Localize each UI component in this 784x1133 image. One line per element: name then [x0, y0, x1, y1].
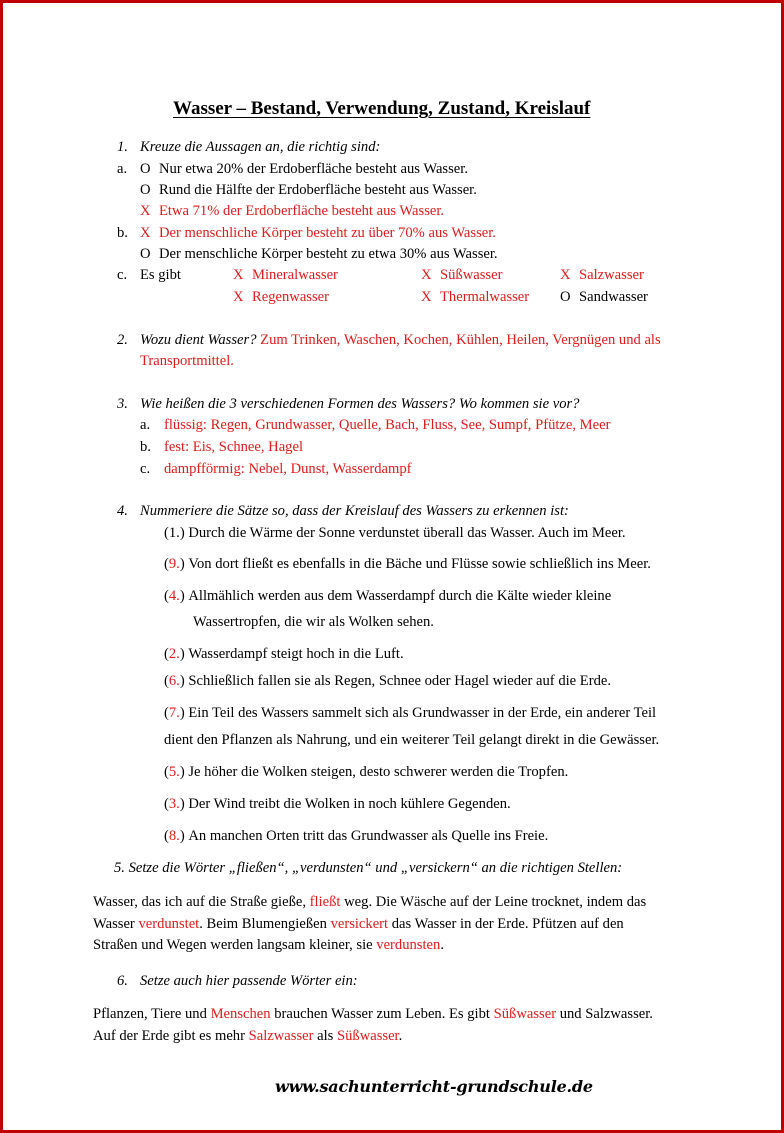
- q4-step-1-text: Durch die Wärme der Sonne verdunstet überall das Wasser. Auch im Meer.: [188, 525, 626, 541]
- q1c-item-2: Süßwasser: [440, 267, 503, 283]
- q4-step-3-text: Allmählich werden aus dem Wasserdampf durch die Kälte wieder kleine: [188, 588, 612, 604]
- q5-answer-fliesst: fließt: [309, 894, 341, 910]
- q1c-letter: c.: [117, 267, 128, 283]
- q1b-mark-2: O: [140, 246, 151, 262]
- q2-answer-1: Zum Trinken, Waschen, Kochen, Kühlen, Heilen, Vergnügen und als: [260, 332, 661, 348]
- q4-step-8: (3.) Der Wind treibt die Wolken in noch kühlere Gegenden.: [164, 796, 511, 812]
- q1c-mark-1: X: [233, 267, 244, 283]
- q4-step-5-text: Schließlich fallen sie als Regen, Schnee oder Hagel wieder auf die Erde.: [188, 673, 611, 689]
- q6-l1-text-c: und Salzwasser.: [556, 1006, 653, 1022]
- q1c-lead: Es gibt: [140, 267, 181, 283]
- q6-answer-menschen: Menschen: [210, 1006, 271, 1022]
- q1c-mark-2: X: [421, 267, 432, 283]
- q6-answer-salzwasser: Salzwasser: [248, 1028, 314, 1044]
- q6-answer-suesswasser-2: Süßwasser: [336, 1028, 399, 1044]
- q4-step-8-number: 3.: [168, 796, 180, 812]
- q4-step-9-text: An manchen Orten tritt das Grundwasser als Quelle ins Freie.: [188, 828, 549, 844]
- q4-step-3: (4.) Allmählich werden aus dem Wasserdampf durch die Kälte wieder kleine: [164, 588, 612, 604]
- q1c-mark-3: X: [560, 267, 571, 283]
- q3-answer-b: fest: Eis, Schnee, Hagel: [164, 439, 304, 455]
- q1a-letter: a.: [117, 161, 128, 177]
- q2-line: [140, 332, 661, 349]
- q6-answer-suesswasser: Süßwasser: [493, 1006, 557, 1022]
- q4-step-9-number: 8.: [168, 828, 180, 844]
- q1b-option-2: Der menschliche Körper besteht zu etwa 30% aus Wasser.: [159, 246, 498, 262]
- q1b-option-1: Der menschliche Körper besteht zu über 70% aus Wasser.: [159, 225, 496, 241]
- q4-step-2-text: Von dort fließt es ebenfalls in die Bäche und Flüsse sowie schließlich ins Meer.: [188, 556, 651, 572]
- q1c-mark-6: O: [560, 289, 571, 305]
- q2-answer-2: Transportmittel.: [140, 353, 234, 369]
- q5-line-1: [93, 894, 646, 911]
- q1c-item-5: Thermalwasser: [440, 289, 530, 305]
- q2-number: 2.: [117, 332, 128, 348]
- footer-url: www.sachunterricht-grundschule.de: [275, 1077, 593, 1096]
- q4-step-6-text: Ein Teil des Wassers sammelt sich als Grundwasser in der Erde, ein anderer Teil: [188, 705, 657, 721]
- q4-step-7-number: 5.: [168, 764, 180, 780]
- q6-l2-text-b: als: [313, 1028, 337, 1044]
- q3-number: 3.: [117, 396, 128, 412]
- q4-step-6-number: 7.: [168, 705, 180, 721]
- q1c-item-4: Regenwasser: [252, 289, 329, 305]
- q6-question: Setze auch hier passende Wörter ein:: [140, 973, 358, 989]
- q4-step-7-text: Je höher die Wolken steigen, desto schwerer werden die Tropfen.: [188, 764, 569, 780]
- q3-answer-a: flüssig: Regen, Grundwasser, Quelle, Bach, Fluss, See, Sumpf, Pfütze, Meer: [164, 417, 611, 433]
- q1c-mark-5: X: [421, 289, 432, 305]
- q5-l2-text-b: . Beim Blumengießen: [199, 916, 331, 932]
- q4-step-8-text: Der Wind treibt die Wolken in noch kühlere Gegenden.: [188, 796, 511, 812]
- q6-line-2: [93, 1028, 402, 1045]
- q4-step-3-number: 4.: [168, 588, 180, 604]
- q4-step-1: (1.) Durch die Wärme der Sonne verdunstet überall das Wasser. Auch im Meer.: [164, 525, 626, 541]
- q6-number: 6.: [117, 973, 128, 989]
- q1c-item-3: Salzwasser: [579, 267, 644, 283]
- page-title: Wasser – Bestand, Verwendung, Zustand, Kreislauf: [173, 98, 591, 119]
- q1c-item-1: Mineralwasser: [252, 267, 338, 283]
- q6-l1-text-a: Pflanzen, Tiere und: [93, 1006, 211, 1022]
- q1a-mark-2: O: [140, 182, 151, 198]
- q3-letter-a: a.: [140, 417, 151, 433]
- q4-step-4-number: 2.: [168, 646, 180, 662]
- q5-l2-text-c: das Wasser in der Erde. Pfützen auf den: [388, 916, 624, 932]
- q6-l2-text-a: Auf der Erde gibt es mehr: [93, 1028, 249, 1044]
- q4-step-6-text-cont: dient den Pflanzen als Nahrung, und ein weiterer Teil gelangt direkt in die Gewässer.: [164, 732, 660, 748]
- q6-line-1: [93, 1006, 653, 1023]
- q4-step-5: (6.) Schließlich fallen sie als Regen, Schnee oder Hagel wieder auf die Erde.: [164, 673, 611, 689]
- q6-l2-text-c: .: [398, 1028, 403, 1044]
- q4-step-3-text-cont: Wassertropfen, die wir als Wolken sehen.: [193, 614, 434, 630]
- q3-answer-c: dampfförmig: Nebel, Dunst, Wasserdampf: [164, 461, 412, 477]
- q5-l1-text-a: Wasser, das ich auf die Straße gieße,: [93, 894, 310, 910]
- q3-letter-c: c.: [140, 461, 151, 477]
- q4-step-1-number: 1.: [168, 525, 180, 541]
- q1a-mark-3: X: [140, 203, 151, 219]
- q5-answer-verdunsten: verdunsten: [376, 937, 441, 953]
- q1-question: Kreuze die Aussagen an, die richtig sind:: [140, 139, 381, 155]
- q1a-option-1: Nur etwa 20% der Erdoberfläche besteht aus Wasser.: [159, 161, 468, 177]
- q1-number: 1.: [117, 139, 128, 155]
- q4-step-7: (5.) Je höher die Wolken steigen, desto schwerer werden die Tropfen.: [164, 764, 569, 780]
- q5-answer-versickert: versickert: [330, 916, 389, 932]
- q5-line-3: [93, 937, 444, 954]
- q4-step-5-number: 6.: [168, 673, 180, 689]
- q1a-option-2: Rund die Hälfte der Erdoberfläche besteht aus Wasser.: [159, 182, 477, 198]
- q5-answer-verdunstet: verdunstet: [138, 916, 200, 932]
- q4-step-6: (7.) Ein Teil des Wassers sammelt sich als Grundwasser in der Erde, ein anderer Teil: [164, 705, 657, 721]
- q5-l2-text-a: Wasser: [93, 916, 139, 932]
- q5-l1-text-b: weg. Die Wäsche auf der Leine trocknet, indem das: [340, 894, 647, 910]
- q1c-item-6: Sandwasser: [579, 289, 648, 305]
- q1a-mark-1: O: [140, 161, 151, 177]
- q4-step-4-text: Wasserdampf steigt hoch in die Luft.: [188, 646, 404, 662]
- q1b-mark-1: X: [140, 225, 151, 241]
- q1c-mark-4: X: [233, 289, 244, 305]
- q4-question: Nummeriere die Sätze so, dass der Kreislauf des Wassers zu erkennen ist:: [140, 503, 569, 519]
- q1b-letter: b.: [117, 225, 128, 241]
- q5-l3-text-a: Straßen und Wegen werden langsam kleiner, sie: [93, 937, 377, 953]
- q4-step-2: (9.) Von dort fließt es ebenfalls in die Bäche und Flüsse sowie schließlich ins Meer.: [164, 556, 651, 572]
- q4-step-4: (2.) Wasserdampf steigt hoch in die Luft.: [164, 646, 404, 662]
- q4-step-9: (8.) An manchen Orten tritt das Grundwasser als Quelle ins Freie.: [164, 828, 549, 844]
- q5-line-2: [93, 916, 624, 933]
- q2-question: Wozu dient Wasser?: [140, 332, 257, 348]
- q4-step-2-number: 9.: [168, 556, 180, 572]
- q3-question: Wie heißen die 3 verschiedenen Formen des Wassers? Wo kommen sie vor?: [140, 396, 580, 412]
- q6-l1-text-b: brauchen Wasser zum Leben. Es gibt: [270, 1006, 494, 1022]
- q5-question: 5. Setze die Wörter „fließen“, „verdunsten“ und „versickern“ an die richtigen Stellen:: [114, 860, 623, 876]
- q4-number: 4.: [117, 503, 128, 519]
- q5-l3-text-b: .: [440, 937, 444, 953]
- q1a-option-3: Etwa 71% der Erdoberfläche besteht aus Wasser.: [159, 203, 445, 219]
- q3-letter-b: b.: [140, 439, 151, 455]
